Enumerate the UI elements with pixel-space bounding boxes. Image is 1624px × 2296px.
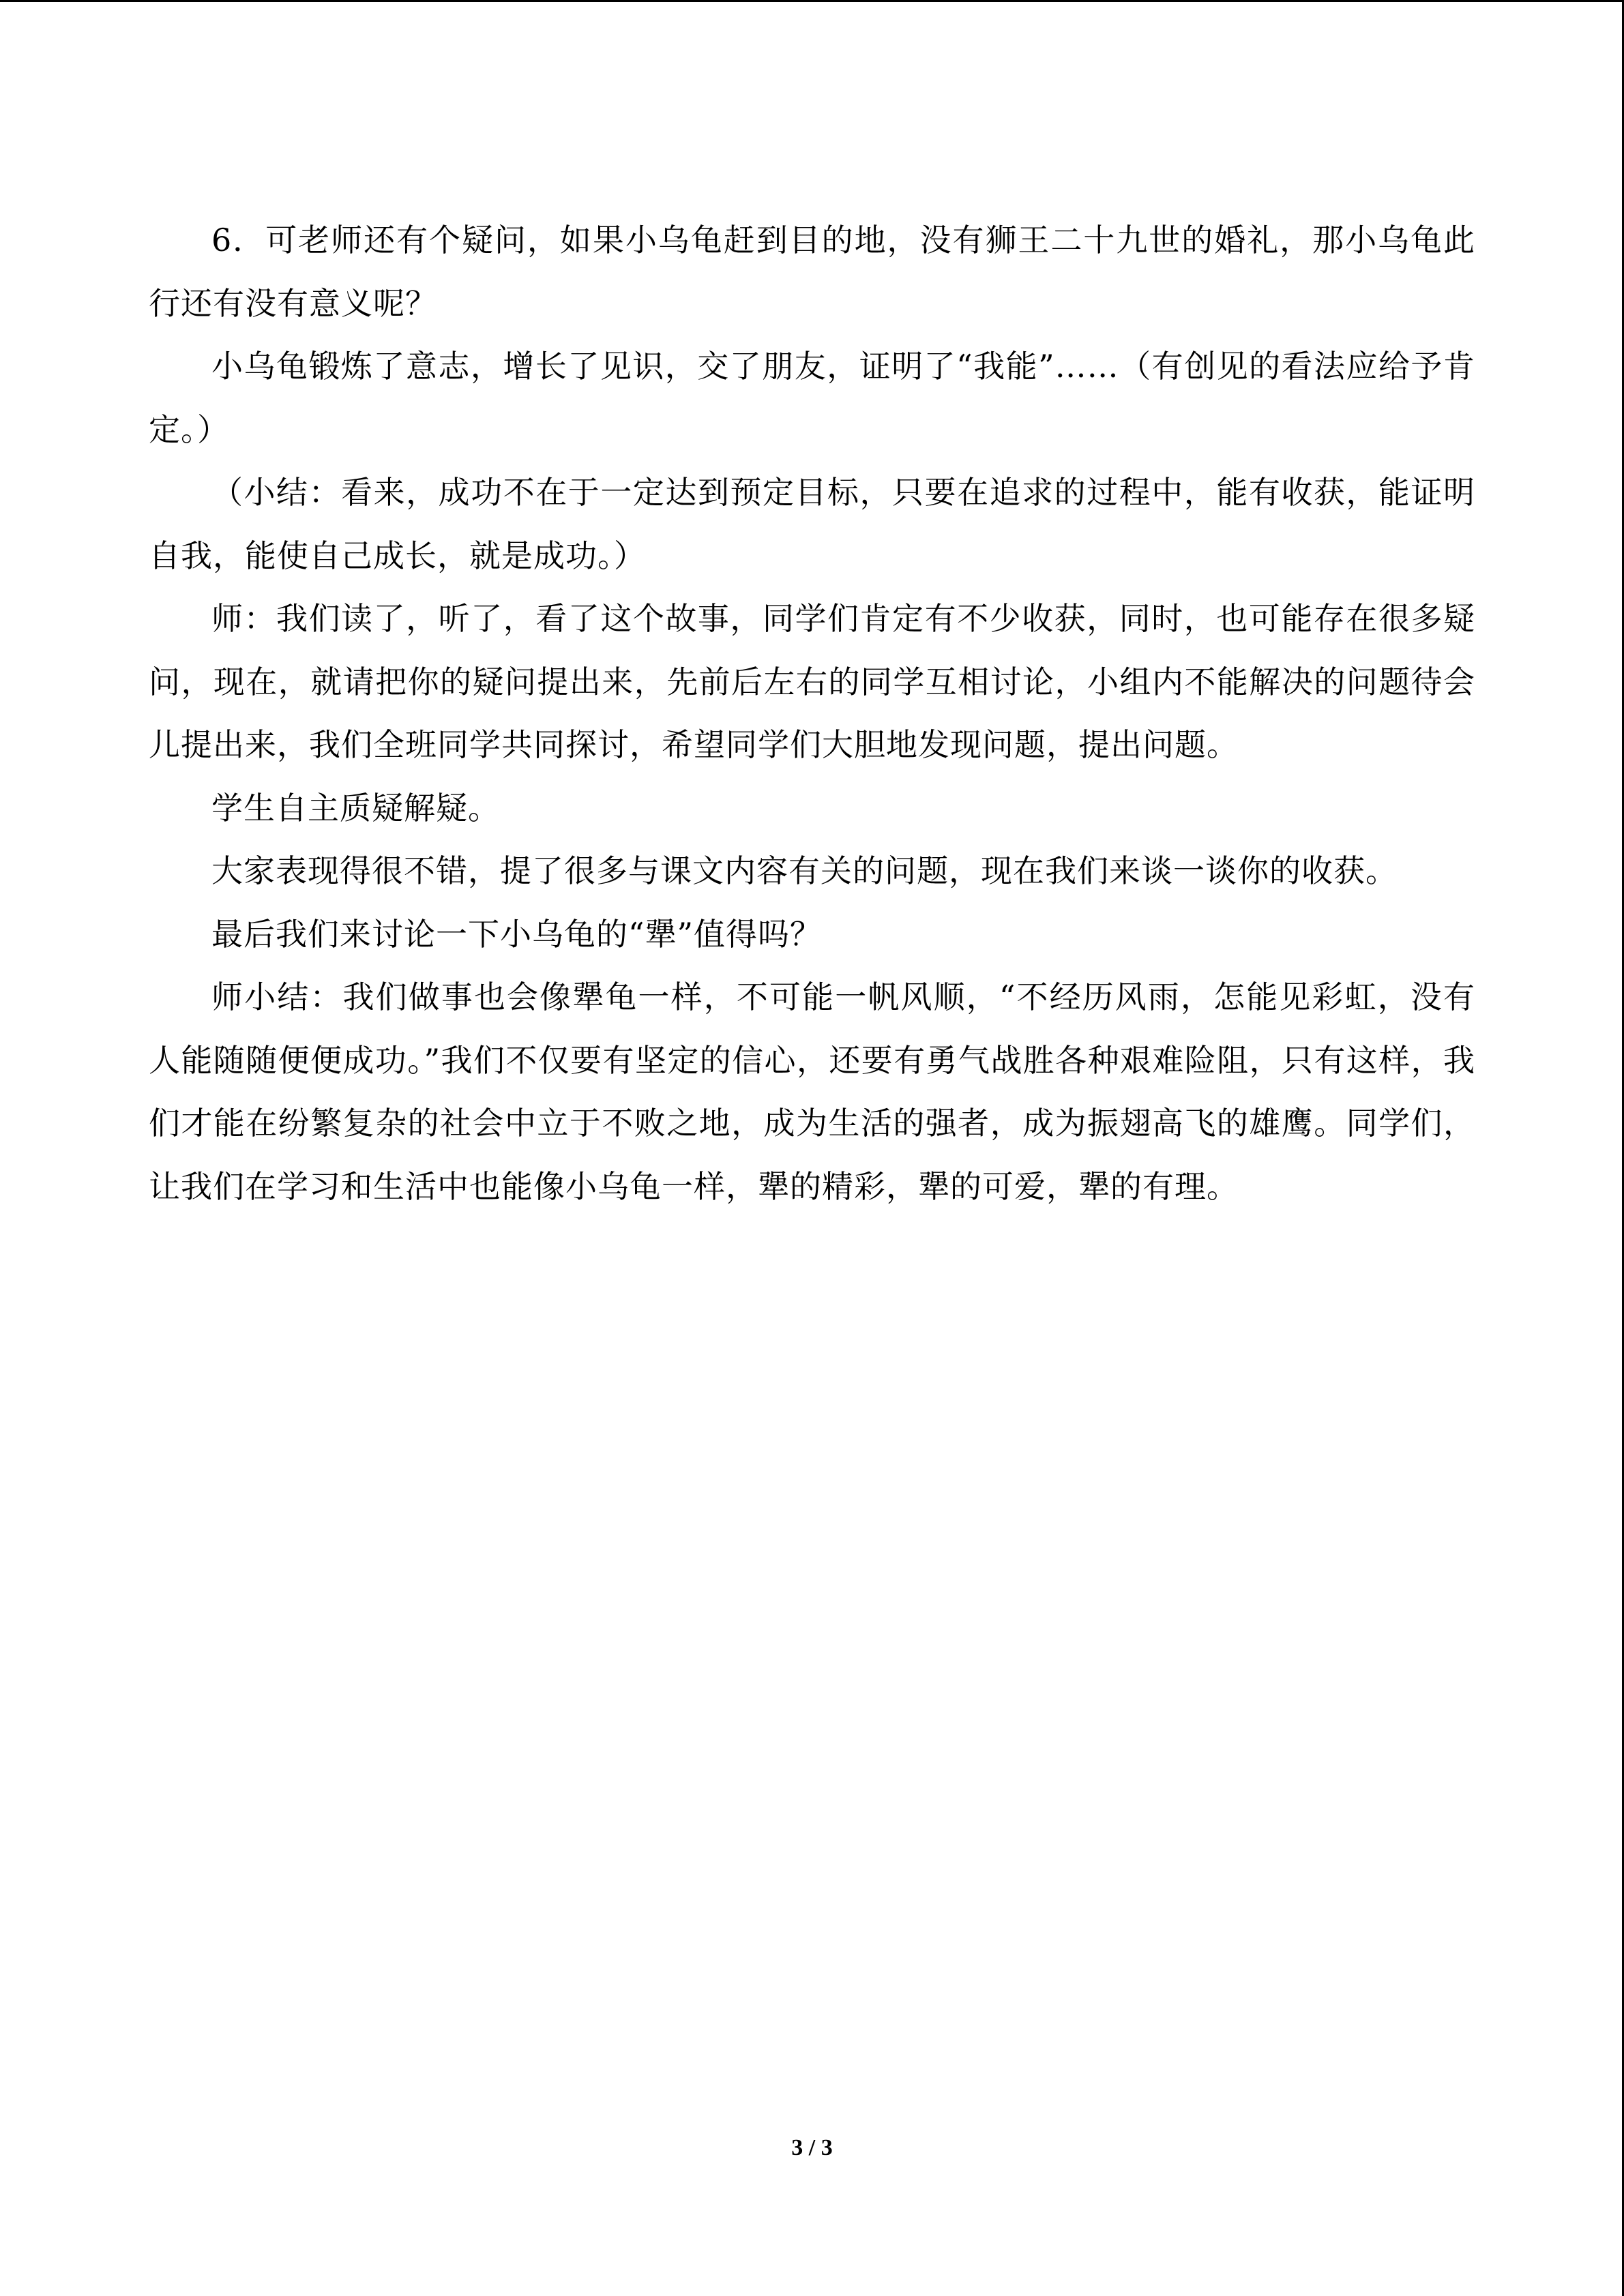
paragraph-summary-note: （小结：看来，成功不在于一定达到预定目标，只要在追求的过程中，能有收获，能证明自我，能使自己成长，就是成功。） (149, 474, 1475, 574)
paragraph-feedback: 大家表现得很不错，提了很多与课文内容有关的问题，现在我们来谈一谈你的收获。 (211, 852, 1398, 889)
page-number: 3 / 3 (791, 2135, 833, 2160)
paragraph-teacher-summary: 师小结：我们做事也会像犟龟一样，不可能一帆风顺，“不经历风雨，怎能见彩虹，没有人能随随便便成功。”我们不仅要有坚定的信心，还要有勇气战胜各种艰难险阻，只有这样，我们才能在纷繁复杂的社会中立于不败之地，成为生活的强者，成为振翅高飞的雄鹰。同学们，让我们在学习和生活中也能像小乌龟一样，犟的精彩，犟的可爱，犟的有理。 (149, 979, 1475, 1205)
paragraph-teacher-discussion: 师：我们读了，听了，看了这个故事，同学们肯定有不少收获，同时，也可能存在很多疑问，现在，就请把你的疑问提出来，先前后左右的同学互相讨论，小组内不能解决的问题待会儿提出来，我们全班同学共同探讨，希望同学们大胆地发现问题，提出问题。 (149, 600, 1475, 763)
document-body (149, 209, 1475, 1218)
paragraph-question-6: 6．可老师还有个疑问，如果小乌龟赶到目的地，没有狮王二十九世的婚礼，那小乌龟此行还有没有意义呢？ (149, 222, 1475, 322)
paragraph-final-question: 最后我们来讨论一下小乌龟的“犟”值得吗？ (211, 915, 823, 953)
paragraph-student-activity: 学生自主质疑解疑。 (211, 789, 500, 826)
paragraph-answer: 小乌龟锻炼了意志，增长了见识，交了朋友，证明了“我能”……（有创见的看法应给予肯定。） (149, 348, 1475, 448)
page-top-border (0, 0, 1624, 2)
